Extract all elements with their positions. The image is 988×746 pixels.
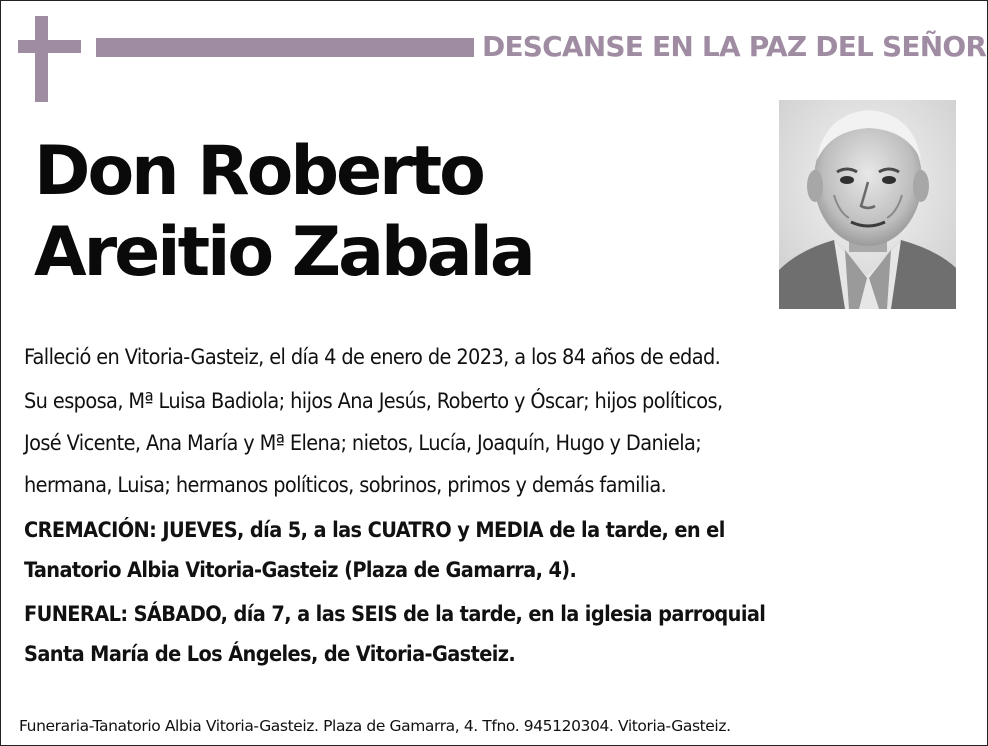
funeral-line: Santa María de Los Ángeles, de Vitoria-Gasteiz.	[24, 642, 516, 667]
family-line: Su esposa, Mª Luisa Badiola; hijos Ana Jesús, Roberto y Óscar; hijos políticos,	[24, 389, 723, 414]
portrait-illustration	[779, 100, 956, 309]
death-notice: Falleció en Vitoria-Gasteiz, el día 4 de enero de 2023, a los 84 años de edad.	[24, 345, 721, 370]
notice-body	[24, 336, 964, 675]
deceased-name-line2: Areitio Zabala	[34, 213, 533, 292]
cremation-line: CREMACIÓN: JUEVES, día 5, a las CUATRO y MEDIA de la tarde, en el	[24, 518, 725, 543]
cross-horizontal-bar	[18, 40, 81, 53]
cremation-line: Tanatorio Albia Vitoria-Gasteiz (Plaza de Gamarra, 4).	[24, 558, 577, 583]
header-motto: DESCANSE EN LA PAZ DEL SEÑOR	[482, 30, 987, 63]
family-line: hermana, Luisa; hermanos políticos, sobrinos, primos y demás familia.	[24, 473, 667, 498]
cremation-announcement	[24, 511, 964, 591]
family-line: José Vicente, Ana María y Mª Elena; nietos, Lucía, Joaquín, Hugo y Daniela;	[24, 431, 702, 456]
funeral-home-footer: Funeraria-Tanatorio Albia Vitoria-Gasteiz. Plaza de Gamarra, 4. Tfno. 945120304. Vitoria-Gasteiz.	[19, 717, 731, 735]
portrait-photo	[779, 100, 956, 309]
deceased-name	[34, 131, 533, 293]
family-list	[24, 381, 964, 507]
funeral-line: FUNERAL: SÁBADO, día 7, a las SEIS de la tarde, en la iglesia parroquial	[24, 602, 766, 627]
funeral-announcement	[24, 595, 964, 675]
deceased-name-line1: Don Roberto	[34, 132, 483, 211]
header-rule	[96, 38, 474, 57]
cross-vertical-bar	[35, 16, 48, 102]
